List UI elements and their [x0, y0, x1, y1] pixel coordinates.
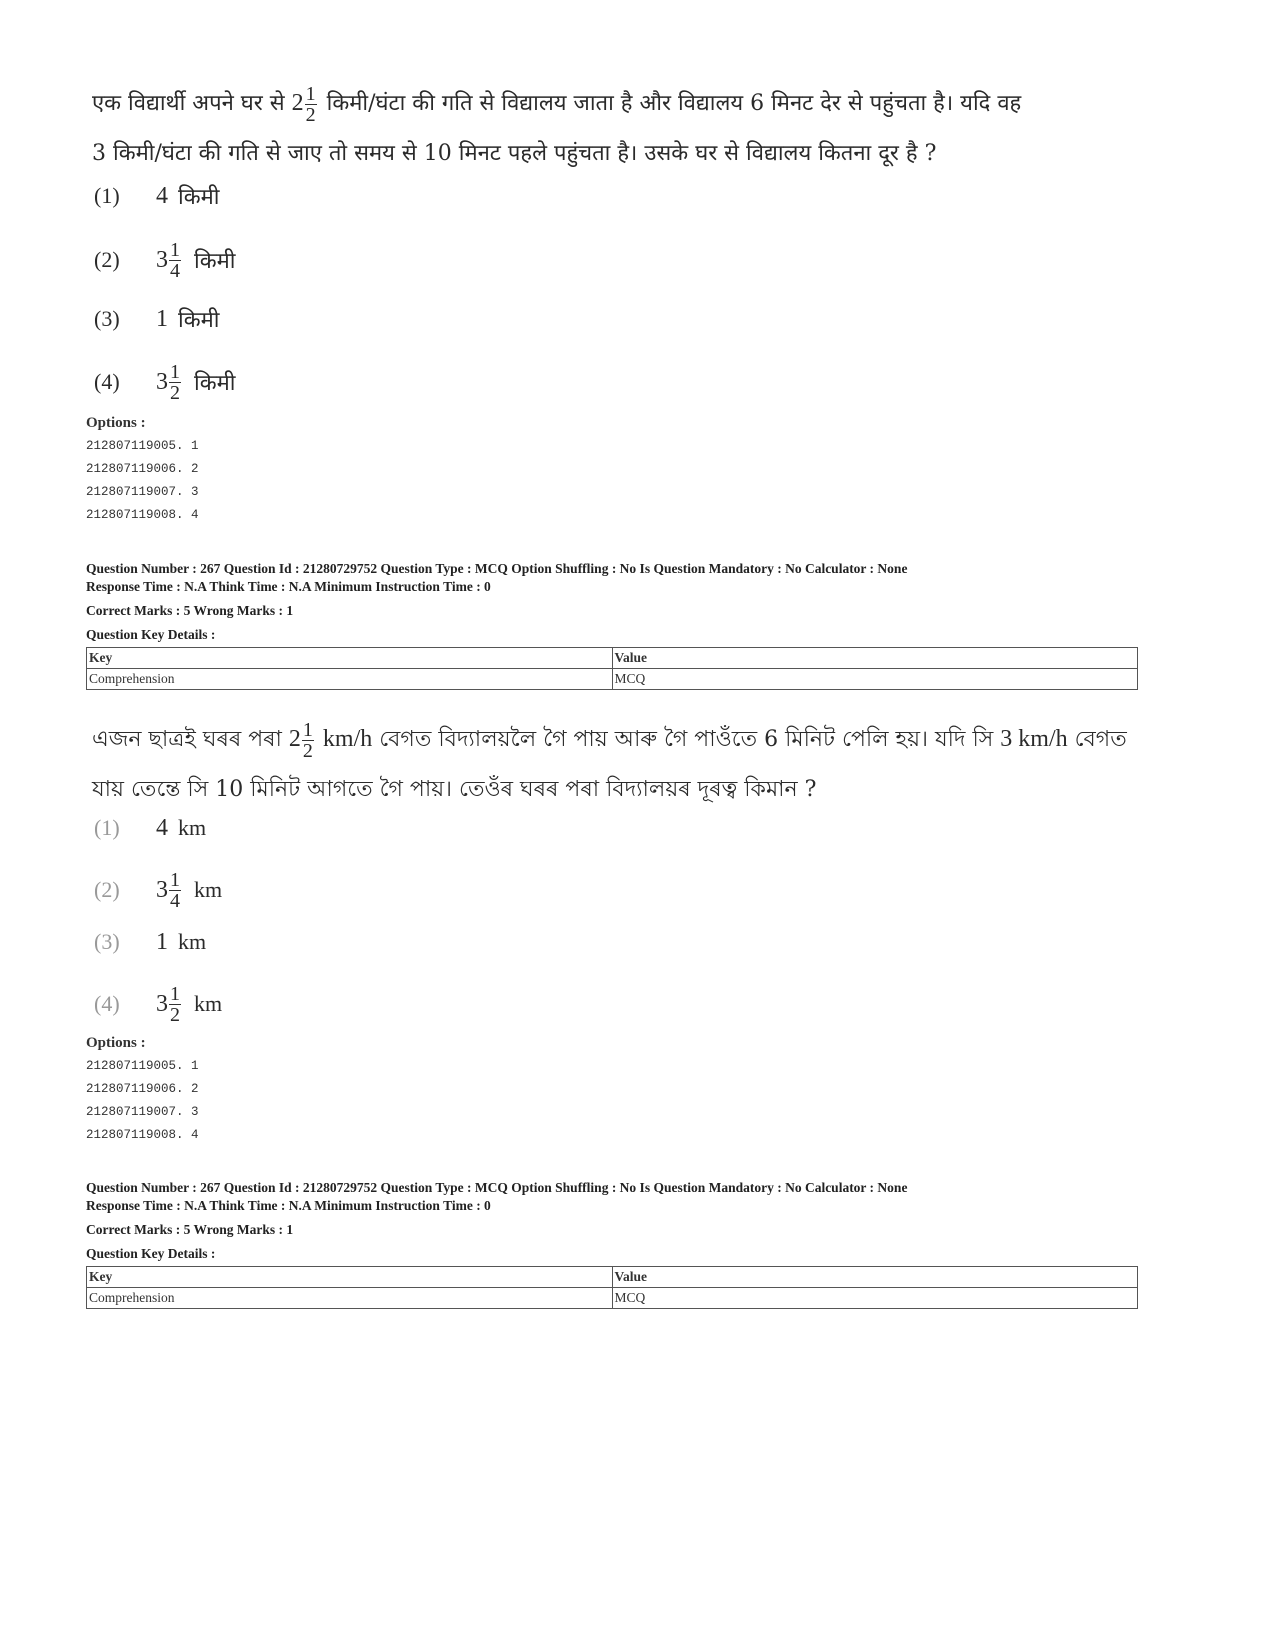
fraction: [169, 240, 181, 281]
question-text-segment: एक विद्यार्थी अपने घर से: [92, 91, 292, 116]
option-item: [94, 918, 206, 966]
option-unit: km: [178, 815, 207, 840]
option-whole: 3: [156, 876, 168, 903]
options-id-list: [86, 1032, 199, 1147]
question-text-segment: किमी/घंटा की गति से विद्यालय जाता है और विद्यालय 6 मिनट देर से पहुंचता है। यदि वह: [319, 91, 1022, 116]
fraction-denominator: 2: [302, 739, 313, 762]
option-value: [156, 815, 206, 842]
option-whole: 3: [156, 368, 168, 395]
fraction-denominator: 2: [170, 381, 180, 404]
table-header-cell: Key: [87, 1267, 613, 1288]
fraction: [169, 362, 181, 403]
meta-line: Question Number : 267 Question Id : 21280729752 Question Type : MCQ Option Shuffling : No Is Question Mandatory : No Calculator : None: [86, 1180, 908, 1195]
fraction-numerator: 1: [305, 82, 316, 105]
question-line-2: যায় তেন্তে সি 10 মিনিট আগতে গৈ পায়। তেওঁৰ ঘৰৰ পৰা বিদ্যালয়ৰ দূৰত্ব কিমান ?: [92, 777, 817, 802]
option-number: (1): [94, 183, 120, 208]
option-unit: km: [194, 877, 223, 902]
fraction-denominator: 4: [170, 889, 180, 912]
marks-line: Correct Marks : 5 Wrong Marks : 1: [86, 1222, 294, 1237]
option-value: [156, 984, 222, 1025]
table-header-cell: Key: [87, 648, 613, 669]
table-row: [87, 1288, 1138, 1309]
option-value: [156, 181, 219, 211]
table-row: [87, 669, 1138, 690]
fraction: [302, 720, 314, 761]
option-item: [94, 866, 222, 914]
question-line-1: [92, 78, 1212, 129]
option-item: [94, 358, 235, 406]
speed-value: 3 km/h: [1000, 726, 1068, 752]
option-unit: km: [194, 991, 223, 1016]
option-item: [94, 172, 219, 220]
fraction-numerator: 1: [302, 718, 313, 741]
question-line-2: 3 किमी/घंटा की गति से जाए तो समय से 10 मिनट पहले पहुंचता है। उसके घर से विद्यालय कितना दूर है ?: [92, 141, 937, 166]
option-number: (2): [94, 247, 120, 272]
option-value: [156, 362, 235, 403]
question-line-1: [92, 714, 1212, 765]
fraction: [305, 84, 317, 125]
table-header-row: [87, 1267, 1138, 1288]
option-id: 212807119006. 2: [86, 1082, 199, 1096]
option-id: 212807119007. 3: [86, 1105, 199, 1119]
option-value: [156, 240, 235, 281]
table-header-cell: Value: [612, 648, 1138, 669]
option-unit: किमी: [178, 185, 220, 210]
option-whole: 4: [156, 814, 168, 841]
option-number: (2): [94, 877, 120, 902]
option-unit: किमी: [194, 371, 236, 396]
fraction-denominator: 4: [170, 259, 180, 282]
fraction: [169, 984, 181, 1025]
key-details-table: [86, 1266, 1138, 1309]
meta-line: Question Number : 267 Question Id : 21280729752 Question Type : MCQ Option Shuffling : No Is Question Mandatory : No Calculator : None: [86, 561, 908, 576]
option-value: [156, 870, 222, 911]
fraction-denominator: 2: [170, 1003, 180, 1026]
option-unit: किमी: [194, 249, 236, 274]
options-heading: Options :: [86, 1035, 146, 1051]
question-metadata: [86, 560, 1146, 644]
question-text-segment: বেগত বিদ্যালয়লৈ গৈ পায় আৰু গৈ পাওঁতে 6 মিনিট পেলি হয়। যদি সি: [372, 727, 1001, 752]
option-number: (3): [94, 929, 120, 954]
options-heading: Options :: [86, 415, 146, 431]
table-cell: MCQ: [612, 669, 1138, 690]
meta-line: Response Time : N.A Think Time : N.A Minimum Instruction Time : 0: [86, 1198, 491, 1213]
fraction-numerator: 1: [170, 982, 180, 1005]
question-text-segment: বেগত: [1067, 727, 1127, 752]
option-whole: 3: [156, 990, 168, 1017]
option-id: 212807119006. 2: [86, 462, 199, 476]
option-id: 212807119008. 4: [86, 1128, 199, 1142]
question-text-hindi: [92, 78, 1212, 179]
table-header-cell: Value: [612, 1267, 1138, 1288]
question-text-assamese: [92, 714, 1212, 815]
table-cell: Comprehension: [87, 669, 613, 690]
key-details-heading: Question Key Details :: [86, 1246, 216, 1261]
fraction-denominator: 2: [305, 103, 316, 126]
option-value: [156, 304, 219, 334]
option-item: [94, 295, 219, 343]
option-number: (4): [94, 991, 120, 1016]
option-number: (4): [94, 369, 120, 394]
question-metadata: [86, 1179, 1146, 1263]
option-value: [156, 929, 206, 956]
option-item: [94, 236, 235, 284]
table-cell: MCQ: [612, 1288, 1138, 1309]
mixed-number-whole: 2: [288, 726, 301, 752]
option-whole: 3: [156, 246, 168, 273]
option-whole: 4: [156, 182, 168, 209]
option-number: (1): [94, 815, 120, 840]
options-id-list: [86, 412, 199, 527]
table-header-row: [87, 648, 1138, 669]
fraction-numerator: 1: [170, 360, 180, 383]
key-details-table: [86, 647, 1138, 690]
option-unit: km: [178, 929, 207, 954]
option-whole: 1: [156, 305, 168, 332]
marks-line: Correct Marks : 5 Wrong Marks : 1: [86, 603, 294, 618]
option-item: [94, 980, 222, 1028]
option-whole: 1: [156, 928, 168, 955]
option-unit: किमी: [178, 308, 220, 333]
option-id: 212807119007. 3: [86, 485, 199, 499]
option-id: 212807119005. 1: [86, 439, 199, 453]
option-id: 212807119005. 1: [86, 1059, 199, 1073]
mixed-number-whole: 2: [291, 90, 304, 116]
key-details-heading: Question Key Details :: [86, 627, 216, 642]
option-item: [94, 804, 206, 852]
fraction: [169, 870, 181, 911]
speed-unit: km/h: [316, 726, 373, 752]
fraction-numerator: 1: [170, 238, 180, 261]
meta-line: Response Time : N.A Think Time : N.A Minimum Instruction Time : 0: [86, 579, 491, 594]
fraction-numerator: 1: [170, 868, 180, 891]
option-id: 212807119008. 4: [86, 508, 199, 522]
table-cell: Comprehension: [87, 1288, 613, 1309]
question-text-segment: এজন ছাত্ৰই ঘৰৰ পৰা: [92, 727, 289, 752]
option-number: (3): [94, 306, 120, 331]
